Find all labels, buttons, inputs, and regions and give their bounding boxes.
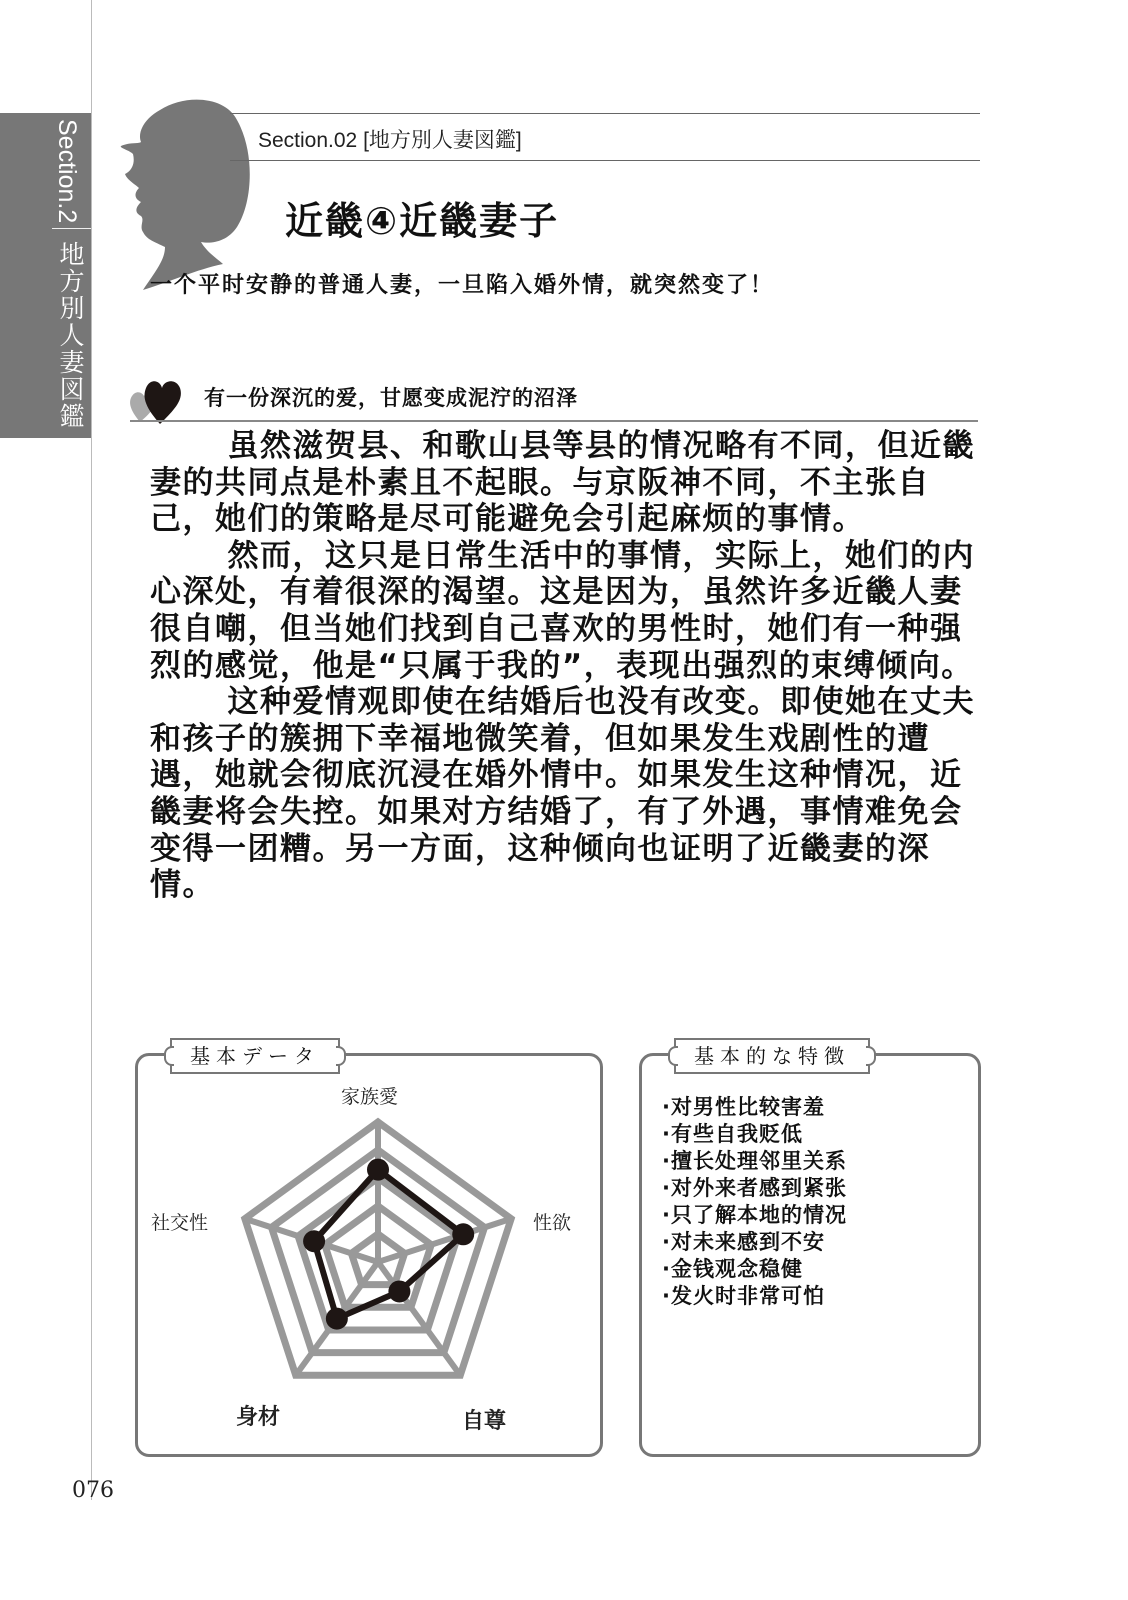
side-tab-title: 地方別人妻図鑑 xyxy=(56,241,85,430)
trait-item: ·对未来感到不安 xyxy=(662,1230,825,1254)
page-subtitle: 一个平时安静的普通人妻，一旦陷入婚外情，就突然变了！ xyxy=(150,273,775,298)
trait-item: ·有些自我贬低 xyxy=(662,1122,803,1146)
basic-data-label: 基本データ xyxy=(170,1038,340,1074)
trait-item: ·金钱观念稳健 xyxy=(662,1257,803,1281)
side-tab-section: Section.2 xyxy=(53,119,81,224)
trait-item: ·发火时非常可怕 xyxy=(662,1284,825,1308)
section-heading-text: 有一份深沉的爱，甘愿变成泥泞的沼泽 xyxy=(204,386,578,410)
traits-list xyxy=(662,1094,847,1310)
radar-label-sociability: 社交性 xyxy=(151,1212,209,1234)
page-title: 近畿④近畿妻子 xyxy=(285,199,560,243)
body-paragraph: 这种爱情观即使在结婚后也没有改变。即使她在丈夫和孩子的簇拥下幸福地微笑着，但如果发生戏剧性的遭遇，她就会彻底沉浸在婚外情中。如果发生这种情况，近畿妻将会失控。如果对方结婚了，有了外遇，事情难免会变得一团糟。另一方面，这种倾向也证明了近畿妻的深情。 xyxy=(150,684,975,904)
trait-item: ·只了解本地的情况 xyxy=(662,1203,847,1227)
traits-label: 基本的な特徴 xyxy=(674,1038,870,1074)
page-number: 076 xyxy=(72,1478,114,1503)
trait-item: ·对外来者感到紧张 xyxy=(662,1176,847,1200)
body-paragraph: 虽然滋贺县、和歌山县等县的情况略有不同，但近畿妻的共同点是朴素且不起眼。与京阪神不同，不主张自己，她们的策略是尽可能避免会引起麻烦的事情。 xyxy=(150,428,975,538)
radar-label-self-esteem: 自尊 xyxy=(462,1409,507,1434)
section-label: Section.02 [地方別人妻図鑑] xyxy=(258,129,522,152)
body-paragraph: 然而，这只是日常生活中的事情，实际上，她们的内心深处，有着很深的渴望。这是因为，虽然许多近畿人妻很自嘲，但当她们找到自己喜欢的男性时，她们有一种强烈的感觉，他是“只属于我的”，表现出强烈的束缚倾向。 xyxy=(150,537,975,684)
radar-label-family-love: 家族愛 xyxy=(341,1086,399,1108)
radar-label-figure: 身材 xyxy=(236,1405,281,1430)
trait-item: ·擅长处理邻里关系 xyxy=(662,1149,847,1173)
radar-label-libido: 性欲 xyxy=(533,1212,572,1234)
trait-item: ·对男性比较害羞 xyxy=(662,1095,825,1119)
